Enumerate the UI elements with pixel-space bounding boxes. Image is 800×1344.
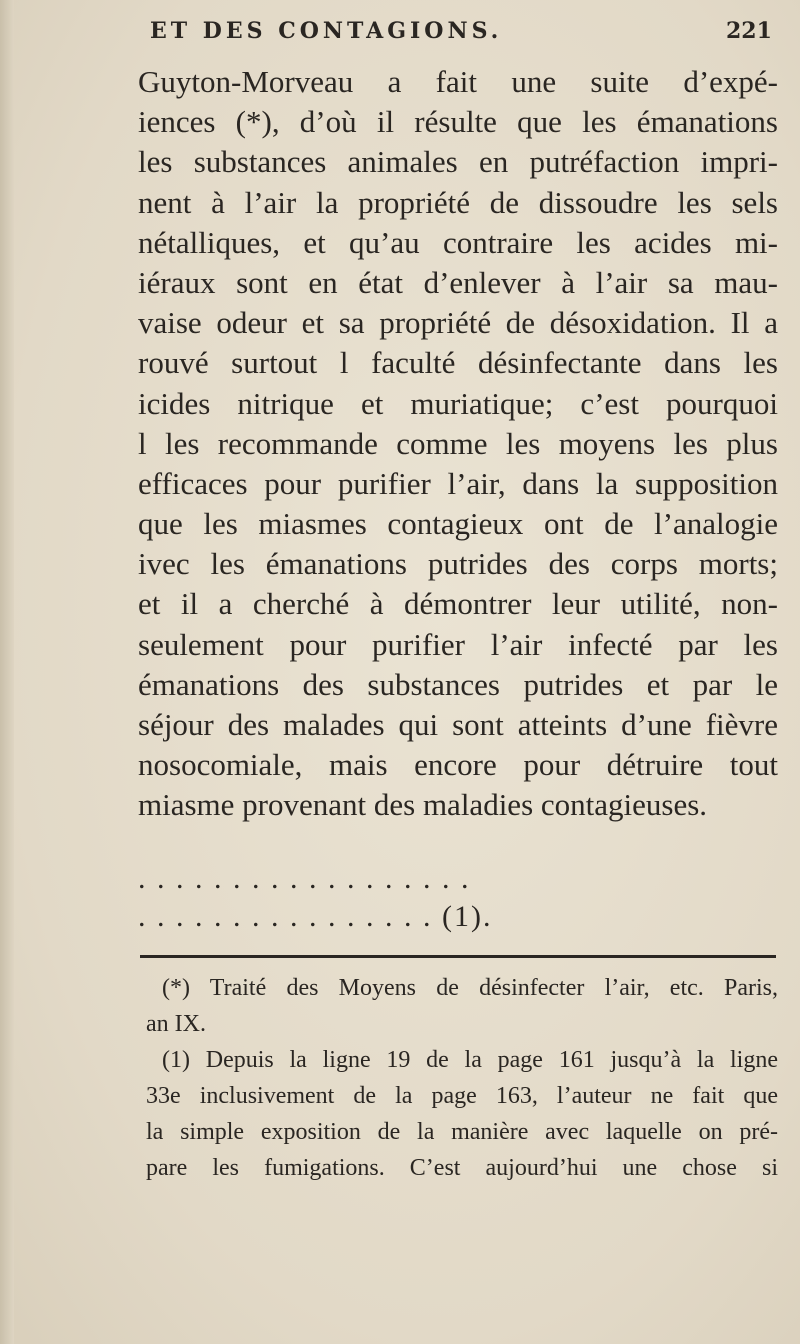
body-line: nétalliques, et qu’au contraire les acides mi- bbox=[138, 224, 778, 260]
body-line: nent à l’air la propriété de dissoudre les sels bbox=[138, 184, 778, 220]
footnotes bbox=[146, 970, 778, 1186]
page-header bbox=[0, 18, 800, 48]
footnote-rule bbox=[140, 955, 776, 958]
body-line: nosocomiale, mais encore pour détruire tout bbox=[138, 747, 778, 783]
footnote-line: 33e inclusivement de la page 163, l’auteur ne fait que bbox=[146, 1083, 778, 1109]
body-line: l les recommande comme les moyens les plus bbox=[138, 425, 778, 461]
footnote-line: la simple exposition de la manière avec laquelle on pré- bbox=[146, 1119, 778, 1145]
omission-dots: . . . . . . . . . . . . . . . . . . bbox=[138, 862, 471, 895]
page-number: 221 bbox=[726, 18, 772, 44]
running-head: ET DES CONTAGIONS. bbox=[150, 18, 503, 44]
body-line: icides nitrique et muriatique; c’est pourquoi bbox=[138, 385, 778, 421]
footnote-line: an IX. bbox=[146, 1011, 206, 1037]
footnote-line: (*) Traité des Moyens de désinfecter l’air, etc. Paris, bbox=[162, 975, 778, 1001]
body-line: ivec les émanations putrides des corps morts; bbox=[138, 546, 778, 582]
body-line: vaise odeur et sa propriété de désoxidation. Il a bbox=[138, 305, 778, 341]
body-line: émanations des substances putrides et par le bbox=[138, 666, 778, 702]
page-gutter-shadow bbox=[0, 0, 14, 1344]
body-line: et il a cherché à démontrer leur utilité, non- bbox=[138, 586, 778, 622]
body-line: Guyton-Morveau a fait une suite d’expé- bbox=[138, 64, 778, 99]
body-line: iéraux sont en état d’enlever à l’air sa mau- bbox=[138, 264, 778, 300]
body-line: rouvé surtout l faculté désinfectante dans les bbox=[138, 345, 778, 381]
body-line: miasme provenant des maladies contagieuses. bbox=[138, 787, 708, 823]
body-line: seulement pour purifier l’air infecté par les bbox=[138, 626, 778, 662]
body-line: iences (*), d’où il résulte que les émanations bbox=[138, 104, 778, 140]
body-line: que les miasmes contagieux ont de l’analogie bbox=[138, 506, 778, 542]
body-text bbox=[138, 62, 778, 826]
body-line: séjour des malades qui sont atteints d’une fièvre bbox=[138, 707, 778, 742]
body-line: efficaces pour purifier l’air, dans la supposition bbox=[138, 465, 778, 501]
omission-dots-footnote-ref: . . . . . . . . . . . . . . . . (1). bbox=[138, 900, 493, 933]
footnote-line: (1) Depuis la ligne 19 de la page 161 jusqu’à la ligne bbox=[162, 1047, 778, 1073]
footnote-line: pare les fumigations. C’est aujourd’hui une chose si bbox=[146, 1155, 778, 1181]
body-line: les substances animales en putréfaction impri- bbox=[138, 144, 778, 180]
